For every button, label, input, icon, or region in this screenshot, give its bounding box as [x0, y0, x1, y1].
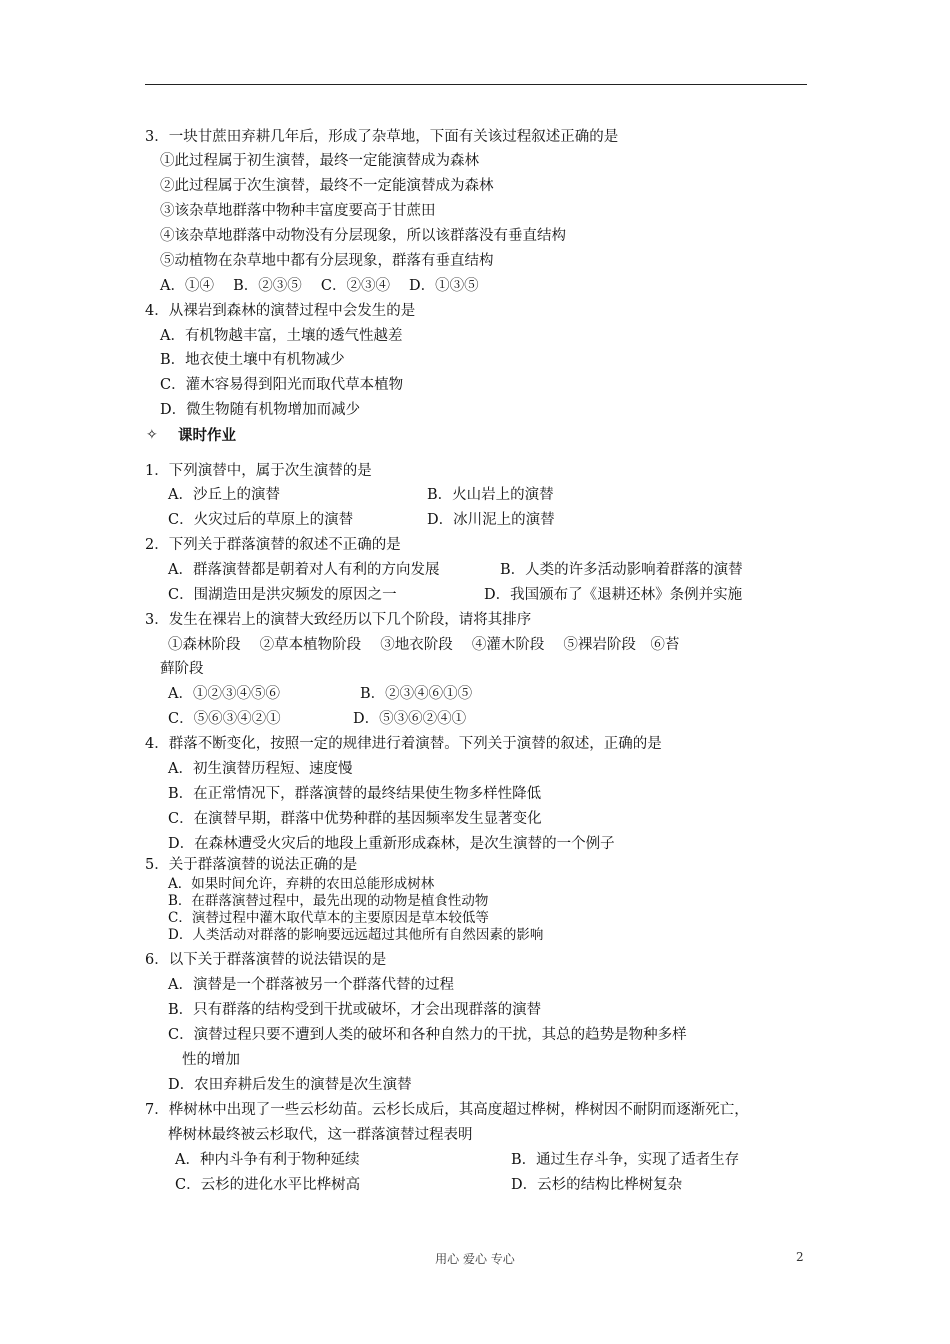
diamond-icon: ✧ — [146, 427, 158, 443]
q3-option-d: D．⑤③⑥②④① — [353, 711, 467, 727]
q3-prev-statement-1: ①此过程属于初生演替，最终一定能演替成为森林 — [160, 153, 479, 169]
q1-stem: 1．下列演替中，属于次生演替的是 — [145, 463, 372, 479]
q5-stem: 5．关于群落演替的说法正确的是 — [145, 857, 358, 873]
q7-option-a: A．种内斗争有利于物种延续 — [175, 1152, 360, 1168]
q4-prev-option-d: D．微生物随有机物增加而减少 — [160, 402, 361, 418]
q3-prev-statement-5: ⑤动植物在杂草地中都有分层现象，群落有垂直结构 — [160, 253, 494, 269]
q3-prev-options: A．①④ B．②③⑤ C．②③④ D．①③⑤ — [160, 278, 479, 294]
header-rule — [145, 84, 807, 85]
q4-prev-option-b: B．地衣使土壤中有机物减少 — [160, 352, 345, 368]
q7-stem-line1: 7．桦树林中出现了一些云杉幼苗。云杉长成后，其高度超过桦树，桦树因不耐阴而逐渐死亡， — [145, 1102, 749, 1118]
q7-option-d: D．云杉的结构比桦树复杂 — [511, 1177, 683, 1193]
q7-stem-line2: 桦树林最终被云杉取代，这一群落演替过程表明 — [168, 1127, 473, 1143]
q6-option-a: A．演替是一个群落被另一个群落代替的过程 — [168, 977, 454, 993]
q4-option-d: D．在森林遭受火灾后的地段上重新形成森林，是次生演替的一个例子 — [168, 836, 615, 852]
q3-prev-statement-4: ④该杂草地群落中动物没有分层现象，所以该群落没有垂直结构 — [160, 228, 566, 244]
q6-stem: 6．以下关于群落演替的说法错误的是 — [145, 952, 387, 968]
q6-option-d: D．农田弃耕后发生的演替是次生演替 — [168, 1077, 412, 1093]
page-number: 2 — [796, 1250, 804, 1264]
q4-option-a: A．初生演替历程短、速度慢 — [168, 761, 353, 777]
q2-option-a: A．群落演替都是朝着对人有利的方向发展 — [168, 562, 440, 578]
q5-option-a: A．如果时间允许，弃耕的农田总能形成树林 — [168, 876, 435, 892]
q2-stem: 2．下列关于群落演替的叙述不正确的是 — [145, 537, 401, 553]
q5-option-b: B．在群落演替过程中，最先出现的动物是植食性动物 — [168, 893, 489, 909]
q3-option-b: B．②③④⑥①⑤ — [360, 686, 473, 702]
q3-prev-stem: 3．一块甘蔗田弃耕几年后，形成了杂草地，下面有关该过程叙述正确的是 — [145, 129, 619, 145]
footer-motto: 用心 爱心 专心 — [435, 1252, 515, 1266]
q6-option-c-line1: C．演替过程只要不遭到人类的破坏和各种自然力的干扰，其总的趋势是物种多样 — [168, 1027, 687, 1043]
q1-option-b: B．火山岩上的演替 — [427, 487, 554, 503]
q6-option-c-line2: 性的增加 — [182, 1052, 240, 1068]
q3-option-c: C．⑤⑥③④②① — [168, 711, 281, 727]
q3-stages-line2: 藓阶段 — [160, 661, 204, 677]
homework-heading: 课时作业 — [178, 427, 236, 444]
q3-prev-statement-2: ②此过程属于次生演替，最终不一定能演替成为森林 — [160, 178, 494, 194]
q2-option-c: C．围湖造田是洪灾频发的原因之一 — [168, 587, 397, 603]
q3-stem: 3．发生在裸岩上的演替大致经历以下几个阶段，请将其排序 — [145, 612, 532, 628]
q1-option-d: D．冰川泥上的演替 — [427, 512, 555, 528]
q3-stages-line1: ①森林阶段 ②草本植物阶段 ③地衣阶段 ④灌木阶段 ⑤裸岩阶段 ⑥苔 — [168, 637, 680, 653]
q4-prev-option-c: C．灌木容易得到阳光而取代草本植物 — [160, 377, 404, 393]
q1-option-c: C．火灾过后的草原上的演替 — [168, 512, 354, 528]
q5-option-c: C．演替过程中灌木取代草本的主要原因是草本较低等 — [168, 910, 489, 926]
q7-option-b: B．通过生存斗争，实现了适者生存 — [511, 1152, 740, 1168]
q6-option-b: B．只有群落的结构受到干扰或破坏，才会出现群落的演替 — [168, 1002, 542, 1018]
q4-stem: 4．群落不断变化，按照一定的规律进行着演替。下列关于演替的叙述，正确的是 — [145, 736, 662, 752]
q1-option-a: A．沙丘上的演替 — [168, 487, 280, 503]
q5-option-d: D．人类活动对群落的影响要远远超过其他所有自然因素的影响 — [168, 927, 544, 943]
q4-option-c: C．在演替早期，群落中优势种群的基因频率发生显著变化 — [168, 811, 542, 827]
q4-prev-stem: 4．从裸岩到森林的演替过程中会发生的是 — [145, 303, 416, 319]
q3-option-a: A．①②③④⑤⑥ — [168, 686, 280, 702]
q4-option-b: B．在正常情况下，群落演替的最终结果使生物多样性降低 — [168, 786, 542, 802]
q7-option-c: C．云杉的进化水平比桦树高 — [175, 1177, 361, 1193]
q3-prev-statement-3: ③该杂草地群落中物种丰富度要高于甘蔗田 — [160, 203, 436, 219]
q2-option-b: B．人类的许多活动影响着群落的演替 — [500, 562, 743, 578]
q2-option-d: D．我国颁布了《退耕还林》条例并实施 — [484, 587, 743, 603]
q4-prev-option-a: A．有机物越丰富，土壤的透气性越差 — [160, 328, 403, 344]
